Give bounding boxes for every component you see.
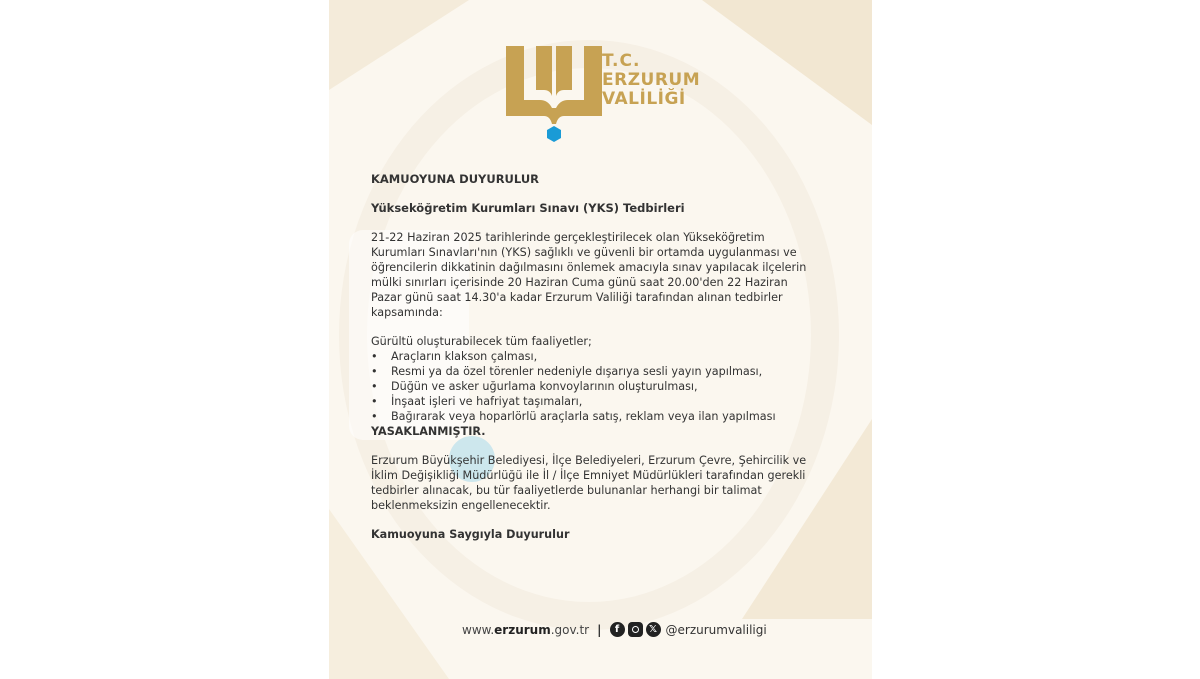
website-link[interactable] [462, 623, 589, 637]
notice-intro-paragraph [371, 230, 841, 320]
notice-subheading: Yükseköğretim Kurumları Sınavı (YKS) Tedbirleri [371, 201, 685, 215]
logo-line-valiligi: VALİLİĞİ [602, 89, 686, 109]
book-emblem-icon [506, 46, 602, 124]
footer-separator: | [597, 622, 602, 637]
banned-activities-list [371, 349, 841, 424]
bullet-icon: • [371, 365, 378, 378]
bullet-icon: • [371, 410, 378, 423]
url-suffix: .gov.tr [550, 622, 590, 637]
list-item [371, 349, 841, 364]
list-intro: Gürültü oluşturabilecek tüm faaliyetler; [371, 335, 592, 348]
url-prefix: www. [462, 622, 495, 637]
body-line: İklim Değişikliği Müdürlüğü ile İl / İlçe Emniyet Müdürlükleri tarafından gerekli [371, 469, 806, 482]
valilik-logo-emblem [504, 38, 604, 148]
notice-heading: KAMUOYUNA DUYURULUR [371, 172, 540, 186]
poster-footer [462, 622, 767, 637]
social-handle[interactable]: @erzurumvaliligi [665, 622, 767, 637]
body-line: Erzurum Büyükşehir Belediyesi, İlçe Belediyeleri, Erzurum Çevre, Şehircilik ve [371, 454, 807, 467]
intro-line: öğrencilerin dikkatinin dağılmasını önlemek amacıyla sınav yapılacak ilçelerin [371, 261, 807, 274]
notice-closing: Kamuoyuna Saygıyla Duyurulur [371, 528, 570, 541]
bullet-icon: • [371, 395, 378, 408]
list-item [371, 379, 841, 394]
body-line: tedbirler alınacak, bu tür faaliyetlerde bulunanlar herhangi bir talimat [371, 484, 762, 497]
announcement-poster [329, 0, 872, 679]
x-twitter-icon[interactable]: 𝕏 [646, 622, 661, 637]
list-item-text: Araçların klakson çalması, [391, 350, 538, 363]
banned-statement: YASAKLANMIŞTIR. [371, 425, 486, 438]
intro-line: Kurumları Sınavları'nın (YKS) sağlıklı ve güvenli bir ortamda uygulanması ve [371, 246, 797, 259]
list-item-text: Düğün ve asker uğurlama konvoylarının oluşturulması, [391, 380, 698, 393]
instagram-icon[interactable] [628, 622, 643, 637]
facebook-icon[interactable]: f [610, 622, 625, 637]
background-wedge-top-left [329, 0, 469, 90]
logo-line-tc: T.C. [602, 51, 641, 71]
bullet-icon: • [371, 350, 378, 363]
list-item [371, 364, 841, 379]
list-item-text: Resmi ya da özel törenler nedeniyle dışarıya sesli yayın yapılması, [391, 365, 763, 378]
url-domain: erzurum [494, 622, 551, 637]
hexagon-icon [547, 126, 561, 142]
intro-line: Pazar günü saat 14.30'a kadar Erzurum Valiliği tarafından alınan tedbirler [371, 291, 783, 304]
notice-content [371, 172, 841, 553]
logo-line-erzurum: ERZURUM [602, 70, 701, 90]
intro-line: 21-22 Haziran 2025 tarihlerinde gerçekleştirilecek olan Yükseköğretim [371, 231, 765, 244]
intro-line: mülki sınırları içerisinde 20 Haziran Cuma günü saat 20.00'den 22 Haziran [371, 276, 788, 289]
list-item-text: Bağırarak veya hoparlörlü araçlarla satış, reklam veya ilan yapılması [391, 410, 776, 423]
bullet-icon: • [371, 380, 378, 393]
logo-wordmark [602, 52, 700, 109]
list-item [371, 409, 841, 424]
intro-line: kapsamında: [371, 306, 443, 319]
body-line: beklenmeksizin engellenecektir. [371, 499, 551, 512]
notice-body-paragraph [371, 453, 841, 513]
list-item [371, 394, 841, 409]
list-item-text: İnşaat işleri ve hafriyat taşımaları, [391, 395, 583, 408]
